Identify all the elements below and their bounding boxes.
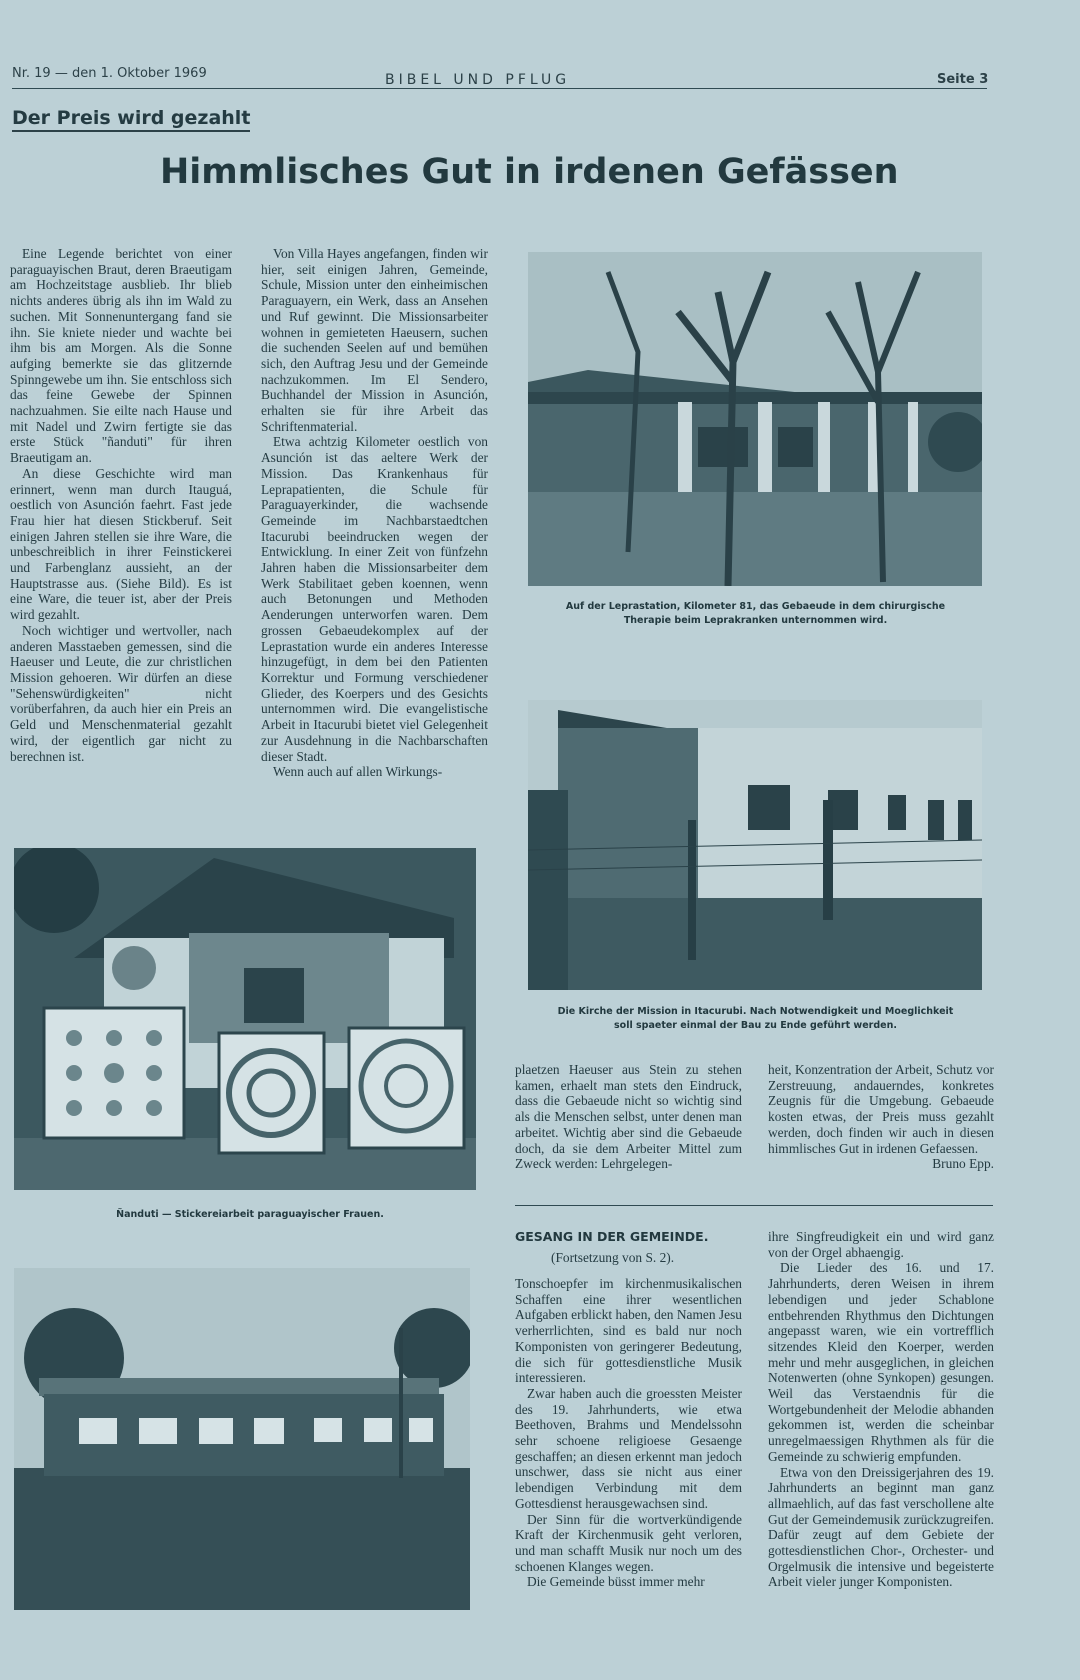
lepra-station-illustration	[528, 252, 982, 586]
photo-kirche-itacurubi	[528, 700, 982, 990]
paragraph: Noch wichtiger und wertvoller, nach anderen Masstaeben gemessen, sind die Haeuser und Leute, die zur christlichen Mission gehoeren. Wir dürfen an diese "Sehenswürdigkeiten" nicht vorüberfahren, da auch hier ein Preis an Geld und Menschenmaterial gezahlt wird, der eigentlich gar nicht zu berechnen ist.	[10, 622, 232, 764]
caption-nanduti: Ñanduti — Stickereiarbeit paraguayischer Frauen.	[116, 1209, 384, 1220]
paragraph: Etwa von den Dreissigerjahren des 19. Jahrhunderts an beginnt man ganz allmaehlich, auf das fast verschollene alte Gut der Gemeindemusik zurückzugreifen. Dafür zeugt auf dem Gebiete der gottesdienstlichen Chor-, Orchester- und Orgelmusik die intensive und begeisterte Arbeit vieler junger Komponisten.	[768, 1464, 994, 1590]
paragraph: An diese Geschichte wird man erinnert, wenn man durch Itauguá, oestlich von Asunción faehrt. Fast jede Frau hier hat diesen Stickberuf. Seit einigen Jahren stellen sie ihre Ware, die unbeschreiblich in ihrer Feinstickerei und Farbenglanz aussieht, an der Hauptstrasse aus. (Siehe Bild). Es ist eine Ware, die teuer ist, aber der Preis wird gezahlt.	[10, 465, 232, 623]
paragraph: Zwar haben auch die groessten Meister des 19. Jahrhunderts, wie etwa Beethoven, Brahms und Mendelssohn sehr schoene religioese Gesaenge geschaffen; an diesen erkennt man jedoch unschwer, dass sie nicht aus einer lebendigen Verbindung mit dem Gottesdienst herausgewachsen sind.	[515, 1385, 742, 1511]
section-divider	[515, 1205, 993, 1206]
photo-lepra-station	[528, 252, 982, 586]
volksschule-illustration	[14, 1268, 470, 1610]
paragraph: Die Lieder des 16. und 17. Jahrhunderts, deren Weisen in ihrem lebendigen und jeder Schablone entbehrenden Rhythmus den Dichtungen angepasst waren, wie ein vortrefflich sitzendes Kleid den Koerper, werden mehr und mehr ausgeglichen, in gleichen Notenwerten (ohne Synkopen) gesungen. Weil das Verstaendnis für die Wortgebundenheit der Melodie abhanden gekommen ist, werden die scheinbar unregelmaessigen Rhythmen als für die Gemeinde zu schwierig empfunden.	[768, 1260, 994, 1464]
article-column-4	[768, 1062, 994, 1172]
paragraph: Eine Legende berichtet von einer paraguayischen Braut, deren Braeutigam am Hochzeitstage ausblieb. Ihr blieb nichts anderes übrig als ihn im Wald zu suchen. Mit Sonnenuntergang fand sie ihn. Sie kniete nieder und wachte bei ihm bis am Morgen. Als die Sonne aufging bemerkte sie das glitzernde Spinngewebe um ihn. Sie entschloss sich das feine Gewebe der Spinnen nachzuahmen. Sie eilte nach Hause und mit Nadel und Zwirn fertigte sie das erste Stück "ñanduti" für ihren Braeutigam an.	[10, 246, 232, 466]
photo-volksschule	[14, 1268, 470, 1610]
caption-kirche: Die Kirche der Mission in Itacurubi. Nach Notwendigkeit und Moeglichkeit soll spaeter einmal der Bau zu Ende geführt werden.	[557, 1006, 954, 1031]
article-column-3	[515, 1062, 742, 1172]
article-column-1	[10, 246, 232, 764]
gesang-column-a	[515, 1276, 742, 1590]
author-signature: Bruno Epp.	[932, 1156, 994, 1172]
photo-nanduti	[14, 848, 476, 1190]
paragraph: Von Villa Hayes angefangen, finden wir hier, seit einigen Jahren, Gemeinde, Schule, Mission unter den einheimischen Paraguayern, ein Werk, dass an Ansehen und Ruf gewinnt. Die Missionsarbeiter wohnen in gemieteten Haeusern, suchen die suchenden Seelen auf und bemühen sich, den Auftrag Jesu und der Gemeinde nachzukommen. Im El Sendero, Buchhandel der Mission in Asunción, erhalten sie für ihre Arbeit das Schriftenmaterial.	[261, 246, 488, 434]
paragraph: plaetzen Haeuser aus Stein zu stehen kamen, erhaelt man stets den Eindruck, dass die Gebaeude nicht so wichtig sind als die Menschen selbst, unter denen man arbeitet. Wichtig aber sind die Gebaeude doch, da sie dem Arbeiter Mittel zum Zweck werden: Lehrgelegen-	[515, 1062, 742, 1172]
gesang-column-b	[768, 1229, 994, 1590]
paragraph: heit, Konzentration der Arbeit, Schutz vor Zerstreuung, andauerndes, konkretes Zeugnis für die Umgebung. Gebaeude kosten etwas, der Preis muss gezahlt werden, doch finden wir auch in diesen himmlisches Gut in irdenen Gefaessen.	[768, 1062, 994, 1156]
nanduti-illustration	[14, 848, 476, 1190]
caption-lepra: Auf der Leprastation, Kilometer 81, das Gebaeude in dem chirurgische Therapie beim Leprakranken unternommen wird.	[565, 601, 946, 626]
paragraph: Wenn auch auf allen Wirkungs-	[273, 764, 443, 780]
paragraph: ihre Singfreudigkeit ein und wird ganz von der Orgel abhaengig.	[768, 1229, 994, 1260]
header-rule	[12, 88, 987, 89]
paragraph: Tonschoepfer im kirchenmusikalischen Schaffen eine ihrer wesentlichen Aufgaben erblickt haben, den Namen Jesu verherrlichten, sind es bald nur noch Komponisten von geringerer Bedeutung, die sich für gottesdienstliche Musik interessieren.	[515, 1276, 742, 1386]
gesang-continued: (Fortsetzung von S. 2).	[551, 1250, 675, 1265]
article-title: Himmlisches Gut in irdenen Gefässen	[160, 152, 899, 192]
masthead: BIBEL UND PFLUG	[385, 72, 571, 88]
gesang-title: GESANG IN DER GEMEINDE.	[515, 1229, 709, 1244]
article-kicker: Der Preis wird gezahlt	[12, 107, 250, 132]
issue-number: Nr. 19 — den 1. Oktober 1969	[12, 66, 207, 81]
paragraph: Der Sinn für die wortverkündigende Kraft der Kirchenmusik geht verloren, und man schafft Musik nur noch um des schoenen Klanges wegen.	[515, 1511, 742, 1574]
page-number: Seite 3	[937, 72, 989, 87]
article-column-2	[261, 246, 488, 780]
paragraph: Die Gemeinde büsst immer mehr	[527, 1574, 705, 1590]
paragraph: Etwa achtzig Kilometer oestlich von Asunción ist das aeltere Werk der Mission. Das Krankenhaus für Leprapatienten, die Schule für Paraguayerkinder, die wachsende Gemeinde im Nachbarstaedtchen Itacurubi beeindrucken wegen der Entwicklung. In einer Zeit von fünfzehn Jahren haben die Missionsarbeiter dem Werk Stabilitaet geben koennen, wenn auch Betonungen und Methoden Aenderungen unterworfen waren. Dem grossen Gebaeudekomplex auf der Leprastation wurde ein anderes Interesse hinzugefügt, in dem bei den Patienten Korrektur und Formung verschiedener Glieder, des Koerpers und des Gesichts unternommen wird. Die evangelistische Arbeit in Itacurubi bietet viel Gelegenheit zur Ausdehnung in die Nachbarschaften dieser Stadt.	[261, 434, 488, 764]
kirche-illustration	[528, 700, 982, 990]
